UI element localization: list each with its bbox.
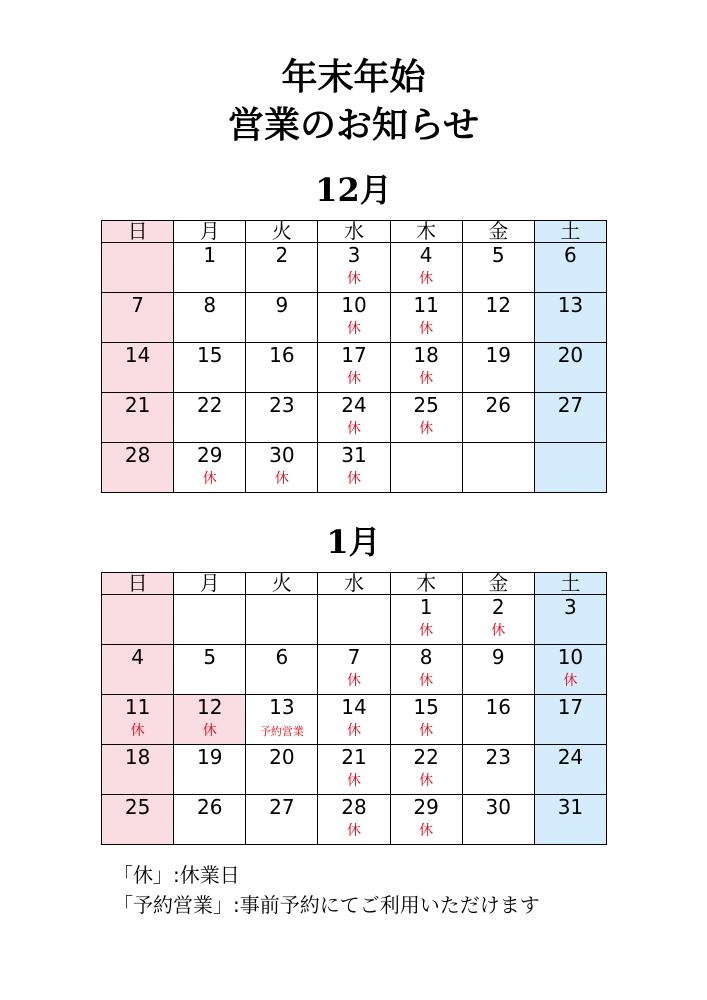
week-row (102, 695, 607, 745)
day-number: 18 (413, 343, 439, 367)
closed-mark: 休 (419, 673, 434, 689)
day-cell (246, 795, 318, 845)
closed-mark: 休 (419, 723, 434, 739)
closed-mark: 休 (419, 823, 434, 839)
day-number: 15 (196, 343, 223, 367)
day-cell (462, 443, 534, 493)
day-cell (246, 745, 318, 795)
day-cell (462, 645, 534, 695)
week-row (102, 795, 607, 845)
day-cell (462, 393, 534, 443)
day-number: 30 (269, 443, 295, 467)
day-number: 10 (341, 293, 367, 317)
day-cell (318, 645, 390, 695)
day-cell (462, 243, 534, 293)
weekday-sat: 土 (534, 573, 606, 595)
day-cell (102, 293, 174, 343)
day-cell (462, 595, 534, 645)
day-number: 16 (485, 695, 511, 719)
day-cell (390, 645, 462, 695)
day-number: 23 (269, 393, 295, 417)
day-number: 26 (485, 393, 511, 417)
closed-mark: 休 (202, 723, 217, 739)
day-number: 1 (419, 595, 433, 619)
day-cell (390, 393, 462, 443)
day-cell (174, 695, 246, 745)
weekday-header-row (102, 221, 607, 243)
day-cell (246, 343, 318, 393)
day-cell (102, 343, 174, 393)
day-cell (534, 243, 606, 293)
weekday-tue: 火 (246, 573, 318, 595)
day-number: 27 (557, 393, 584, 417)
weekday-fri: 金 (462, 573, 534, 595)
day-cell (174, 443, 246, 493)
january-calendar (101, 572, 607, 845)
day-cell (390, 745, 462, 795)
day-number: 1 (203, 243, 217, 267)
week-row (102, 443, 607, 493)
day-cell (102, 595, 174, 645)
day-number: 19 (485, 343, 511, 367)
december-heading: 12月 (315, 171, 392, 209)
day-cell (174, 343, 246, 393)
day-cell (318, 393, 390, 443)
day-cell (534, 795, 606, 845)
day-cell (390, 795, 462, 845)
day-cell (102, 695, 174, 745)
closed-mark: 休 (419, 321, 434, 337)
day-number: 6 (275, 645, 289, 669)
day-number: 8 (203, 293, 217, 317)
day-cell (174, 243, 246, 293)
closed-mark: 休 (346, 271, 361, 287)
day-number: 19 (196, 745, 223, 769)
day-cell (534, 293, 606, 343)
day-number: 21 (341, 745, 367, 769)
day-cell (246, 443, 318, 493)
day-number: 7 (131, 293, 144, 317)
closed-mark: 休 (419, 773, 434, 789)
day-number: 15 (413, 695, 439, 719)
day-cell (102, 645, 174, 695)
day-number: 2 (275, 243, 289, 267)
day-number: 30 (485, 795, 511, 819)
day-cell (390, 695, 462, 745)
day-cell (318, 243, 390, 293)
day-number: 7 (347, 645, 361, 669)
day-number: 18 (124, 745, 151, 769)
page-title-line2: 営業のお知らせ (228, 105, 479, 146)
closed-mark: 休 (346, 421, 361, 437)
day-cell (246, 293, 318, 343)
day-cell (534, 443, 606, 493)
closed-mark: 休 (346, 723, 361, 739)
day-number: 11 (413, 293, 439, 317)
december-calendar (101, 220, 607, 493)
day-cell (102, 745, 174, 795)
day-number: 5 (491, 243, 505, 267)
day-number: 29 (196, 443, 223, 467)
weekday-sat: 土 (534, 221, 606, 243)
day-cell (246, 243, 318, 293)
page-title-line1: 年末年始 (281, 57, 426, 98)
day-number: 31 (341, 443, 367, 467)
day-number: 26 (196, 795, 223, 819)
weekday-sun: 日 (102, 221, 174, 243)
weekday-sun: 日 (102, 573, 174, 595)
day-cell (174, 595, 246, 645)
day-number: 8 (419, 645, 433, 669)
day-cell (174, 795, 246, 845)
day-number: 5 (203, 645, 217, 669)
day-number: 22 (196, 393, 223, 417)
day-number: 17 (557, 695, 584, 719)
day-cell (318, 695, 390, 745)
day-cell (174, 645, 246, 695)
day-number: 3 (347, 243, 361, 267)
day-cell (102, 393, 174, 443)
weekday-wed: 水 (318, 221, 390, 243)
weekday-fri: 金 (462, 221, 534, 243)
day-cell (534, 393, 606, 443)
day-cell (318, 795, 390, 845)
day-cell (462, 293, 534, 343)
day-number: 28 (124, 443, 151, 467)
day-cell (390, 595, 462, 645)
day-number: 25 (413, 393, 439, 417)
day-cell (318, 595, 390, 645)
closed-mark: 休 (346, 321, 361, 337)
week-row (102, 595, 607, 645)
day-number: 14 (341, 695, 367, 719)
day-number: 14 (124, 343, 151, 367)
closed-mark: 休 (419, 421, 434, 437)
day-cell (246, 595, 318, 645)
weekday-wed: 水 (318, 573, 390, 595)
closed-mark: 休 (563, 673, 578, 689)
week-row (102, 343, 607, 393)
day-cell (462, 795, 534, 845)
legend (113, 860, 540, 920)
day-number: 10 (557, 645, 584, 669)
day-cell (534, 343, 606, 393)
closed-mark: 休 (346, 823, 361, 839)
day-number: 9 (275, 293, 289, 317)
day-cell (534, 595, 606, 645)
day-number: 4 (419, 243, 433, 267)
day-cell (318, 443, 390, 493)
day-number: 12 (485, 293, 511, 317)
day-number: 20 (557, 343, 584, 367)
weekday-mon: 月 (174, 221, 246, 243)
day-number: 24 (341, 393, 367, 417)
day-number: 2 (491, 595, 505, 619)
closed-mark: 休 (130, 723, 145, 739)
day-number: 31 (557, 795, 584, 819)
day-cell (534, 695, 606, 745)
closed-mark: 休 (274, 471, 289, 487)
day-cell (534, 745, 606, 795)
day-number: 11 (124, 695, 151, 719)
day-cell (318, 343, 390, 393)
day-cell (174, 393, 246, 443)
day-cell (102, 243, 174, 293)
day-number: 27 (269, 795, 295, 819)
day-number: 22 (413, 745, 439, 769)
closed-mark: 休 (346, 673, 361, 689)
weekday-mon: 月 (174, 573, 246, 595)
weekday-thu: 木 (390, 573, 462, 595)
day-cell (390, 243, 462, 293)
day-number: 12 (196, 695, 223, 719)
day-number: 20 (269, 745, 295, 769)
day-number: 13 (557, 293, 584, 317)
week-row (102, 393, 607, 443)
day-number: 13 (269, 695, 295, 719)
closed-mark: 休 (346, 471, 361, 487)
day-cell (246, 695, 318, 745)
legend-reservation-note: 「予約営業」:事前予約にてご利用いただけます (113, 893, 540, 917)
day-number: 29 (413, 795, 439, 819)
week-row (102, 243, 607, 293)
day-number: 3 (564, 595, 577, 619)
weekday-tue: 火 (246, 221, 318, 243)
day-cell (390, 293, 462, 343)
day-number: 4 (131, 645, 144, 669)
closed-mark: 休 (346, 371, 361, 387)
closed-mark: 休 (419, 271, 434, 287)
day-cell (102, 443, 174, 493)
reservation-mark: 予約営業 (259, 725, 304, 738)
day-number: 24 (557, 745, 584, 769)
day-number: 16 (269, 343, 295, 367)
day-cell (246, 393, 318, 443)
day-cell (462, 343, 534, 393)
weekday-thu: 木 (390, 221, 462, 243)
day-cell (174, 293, 246, 343)
day-cell (390, 443, 462, 493)
closed-mark: 休 (491, 623, 506, 639)
day-number: 23 (485, 745, 511, 769)
day-number: 9 (491, 645, 505, 669)
day-number: 25 (124, 795, 151, 819)
week-row (102, 645, 607, 695)
day-number: 6 (564, 243, 577, 267)
january-heading: 1月 (326, 523, 381, 561)
legend-closed-note: 「休」:休業日 (113, 863, 240, 887)
day-number: 17 (341, 343, 367, 367)
day-cell (318, 293, 390, 343)
day-cell (318, 745, 390, 795)
closed-mark: 休 (419, 623, 434, 639)
day-number: 28 (341, 795, 367, 819)
week-row (102, 293, 607, 343)
day-cell (462, 745, 534, 795)
week-row (102, 745, 607, 795)
day-cell (462, 695, 534, 745)
day-cell (246, 645, 318, 695)
day-cell (534, 645, 606, 695)
day-cell (390, 343, 462, 393)
closed-mark: 休 (202, 471, 217, 487)
closed-mark: 休 (346, 773, 361, 789)
weekday-header-row (102, 573, 607, 595)
closed-mark: 休 (419, 371, 434, 387)
day-cell (102, 795, 174, 845)
day-number: 21 (124, 393, 151, 417)
day-cell (174, 745, 246, 795)
